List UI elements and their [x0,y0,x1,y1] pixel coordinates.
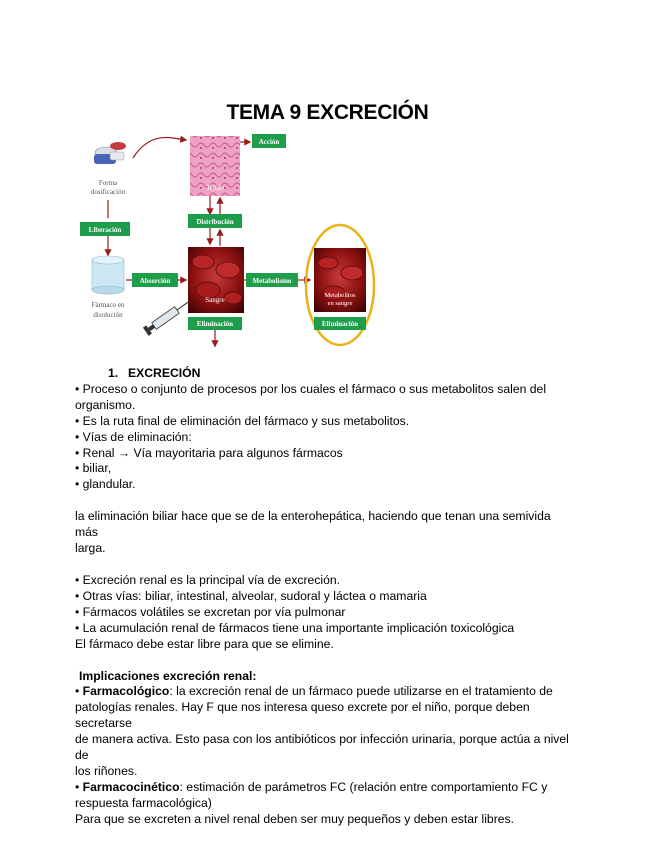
body-line: Para que se excreten a nivel renal deben ser muy pequeños y deben estar libres. [75,811,515,826]
body-line: • Vías de eliminación: [75,429,192,444]
farmacocinetico-label: Farmacocinético [82,779,180,794]
body-line: • Farmacológico: la excreción renal de un fármaco puede utilizarse en el tratamiento de [75,684,553,699]
bullet-line: • La acumulación renal de fármacos tiene una importante implicación toxicológica [75,620,515,635]
tejido-label: Tejido [206,184,224,192]
body-line: • Renal → Vía mayoritaria para algunos fármacos [75,445,343,460]
page-title: TEMA 9 EXCRECIÓN [226,101,429,124]
body-line: respuesta farmacológica) [75,795,212,810]
metabolismo-label: Metabolismo [252,277,292,285]
metabolitos-label-1: Metabolitos [324,292,356,299]
body-line: • biliar, [75,461,112,476]
body-line: • glandular. [75,477,136,492]
eliminacion-label: Eliminación [196,320,234,328]
body-line: los riñones. [75,763,138,778]
syringe-icon [143,298,191,336]
body-line: organismo. [75,397,136,412]
bullet-line: • Fármacos volátiles se excretan por vía pulmonar [75,604,346,619]
bullet-line: • Excreción renal es la principal vía de excreción. [75,572,341,587]
distribucion-label: Distribución [196,218,234,226]
pills-icon [94,142,126,164]
section-heading-excrecion: 1. EXCRECIÓN [108,366,201,380]
sangre-label: Sangre [205,296,225,304]
eliminacion2-label: Eliminación [321,320,359,328]
body-line: de manera activa. Esto pasa con los antibióticos por infección urinaria, porque actúa a nivel de [75,732,569,763]
accion-label: Acción [258,138,280,146]
pharmacokinetics-diagram [78,130,378,350]
farmaco-label-1: Fármaco en [91,301,125,309]
forma-label-1: Forma [98,179,118,187]
absorcion-label: Absorción [139,277,171,285]
solution-icon [92,256,124,294]
body-line: la eliminación biliar hace que se de la enterohepática, haciendo que tenan una semivida más [75,509,551,540]
document-body [75,366,575,828]
liberacion-label: Liberación [88,226,122,234]
body-line: • Farmacocinético: estimación de parámetros FC (relación entre comportamiento FC y [75,779,548,794]
body-line: • Proceso o conjunto de procesos por los cuales el fármaco o sus metabolitos salen del [75,381,547,396]
farmaco-label-2: disolución [93,311,123,319]
body-line: • Es la ruta final de eliminación del fármaco y sus metabolitos. [75,413,410,428]
body-line: El fármaco debe estar libre para que se elimine. [75,636,334,651]
body-line: larga. [75,541,106,556]
body-line: patologías renales. Hay F que nos interesa queso excrete por el niño, porque deben secretarse [75,700,530,731]
metabolitos-label-2: en sangre [327,300,353,307]
section-heading-implicaciones: Implicaciones excreción renal: [79,668,257,683]
forma-label-2: dosificación [90,188,126,196]
bullet-line: • Otras vías: biliar, intestinal, alveolar, sudoral y láctea o mamaria [75,588,427,603]
farmacologico-label: Farmacológico [82,684,170,699]
